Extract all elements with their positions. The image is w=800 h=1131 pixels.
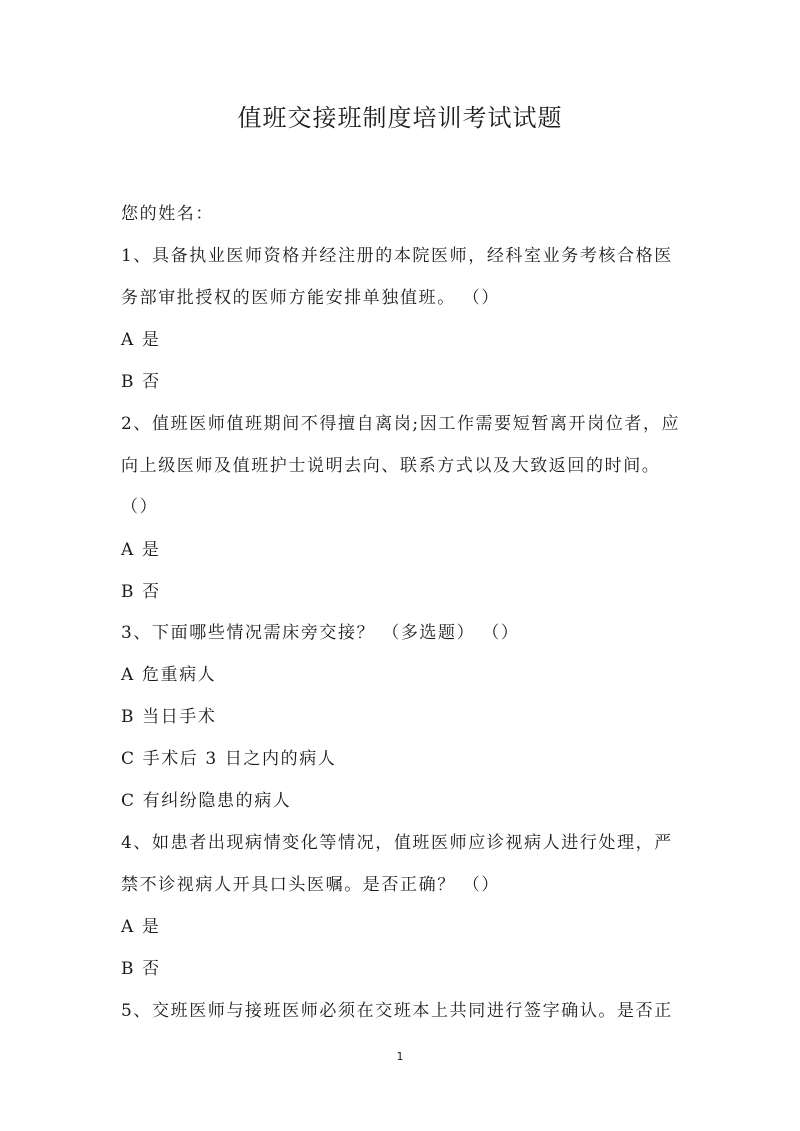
option-a: A 是	[121, 330, 161, 350]
name-label: 您的姓名：	[121, 204, 214, 224]
option-c: C 手术后 3 日之内的病人	[121, 749, 337, 769]
question-text-line: （）	[121, 497, 159, 517]
page-number: 1	[396, 1050, 404, 1063]
question-text-line: 务部审批授权的医师方能安排单独值班。 （）	[121, 288, 501, 308]
option-a: A 危重病人	[121, 665, 217, 685]
option-a: A 是	[121, 917, 161, 937]
question-text-line: 禁不诊视病人开具口头医嘱。是否正确？ （）	[121, 875, 501, 895]
option-b: B 否	[121, 372, 161, 392]
question-text-line: 2、值班医师值班期间不得擅自离岗;因工作需要短暂离开岗位者，应	[121, 414, 681, 434]
option-b: B 否	[121, 582, 161, 602]
option-a: A 是	[121, 540, 161, 560]
question-text-line: 3、下面哪些情况需床旁交接？ （多选题） （）	[121, 623, 520, 643]
question-text-line: 5、交班医师与接班医师必须在交班本上共同进行签字确认。是否正	[121, 1001, 673, 1021]
option-b: B 否	[121, 959, 161, 979]
question-text-line: 4、如患者出现病情变化等情况，值班医师应诊视病人进行处理，严	[121, 833, 673, 853]
option-c-2: C 有纠纷隐患的病人	[121, 791, 292, 811]
question-text-line: 向上级医师及值班护士说明去向、联系方式以及大致返回的时间。	[121, 456, 661, 476]
option-b: B 当日手术	[121, 707, 217, 727]
question-text-line: 1、具备执业医师资格并经注册的本院医师，经科室业务考核合格医	[121, 246, 673, 266]
page-title: 值班交接班制度培训考试试题	[237, 104, 563, 132]
